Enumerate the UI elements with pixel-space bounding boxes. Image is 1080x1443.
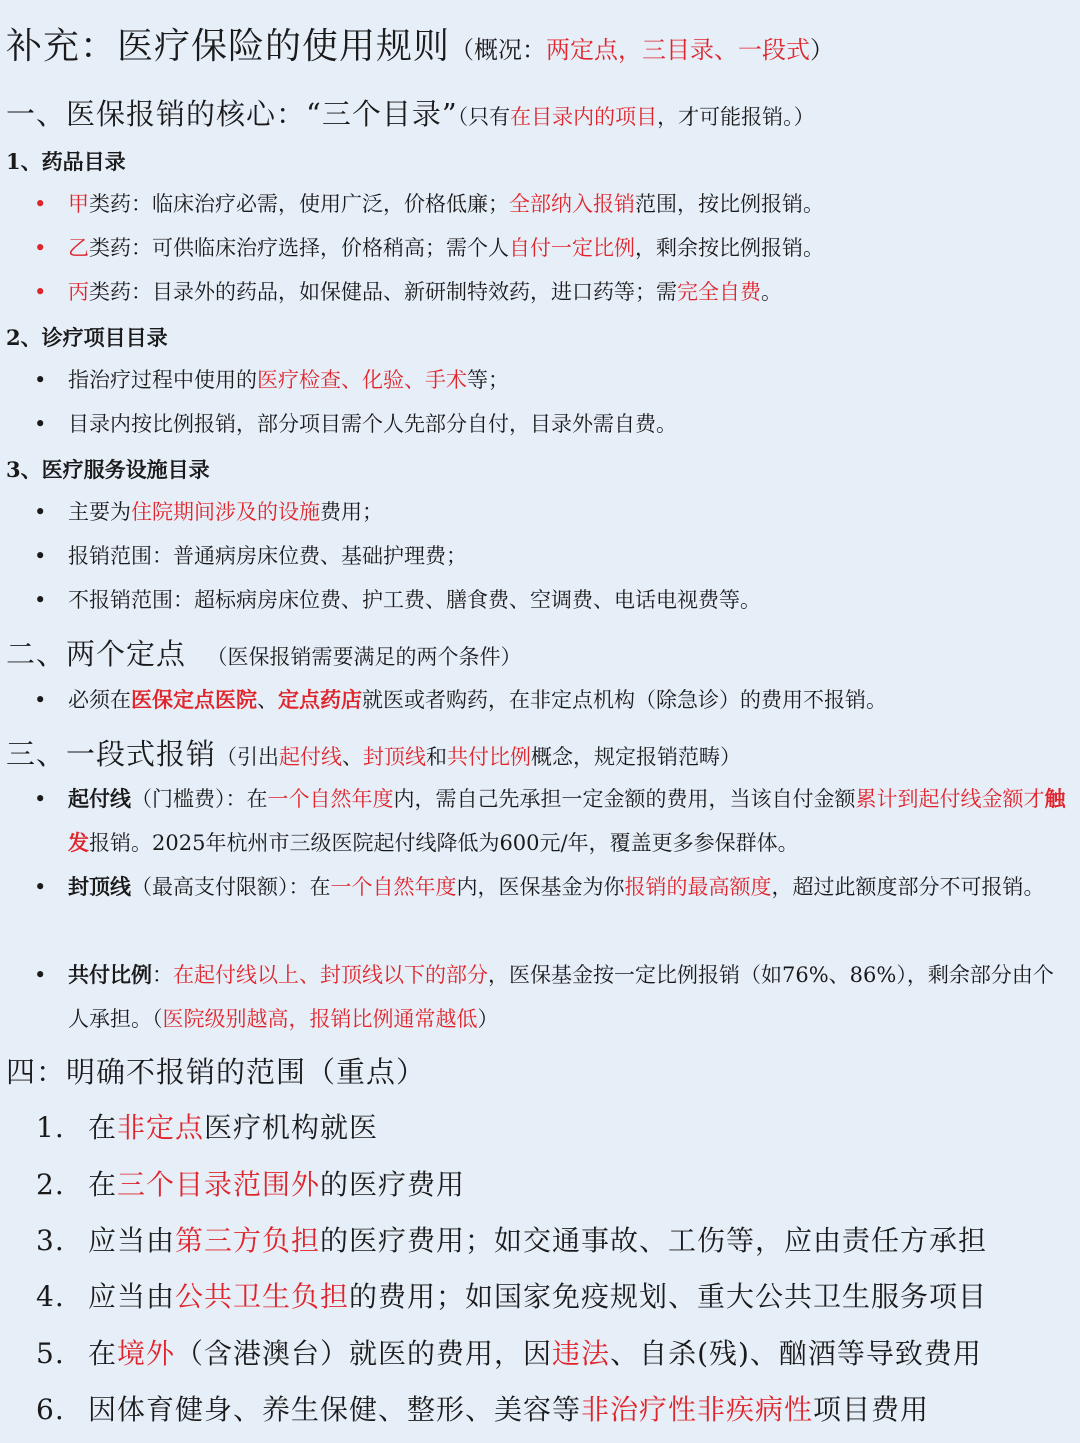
bullet: • (34, 875, 47, 899)
bullet: • (34, 963, 47, 987)
bullet: • (34, 236, 47, 260)
list-item: • 主要为住院期间涉及的设施费用； (34, 490, 1068, 534)
list-item: • 丙类药：目录外的药品，如保健品、新研制特效药，进口药等；需完全自费。 (34, 270, 1068, 314)
list-item: • 报销范围：普通病房床位费、基础护理费； (34, 534, 1068, 578)
list-item: • 不报销范围：超标病房床位费、护工费、膳食费、空调费、电话电视费等。 (34, 578, 1068, 622)
bullet: • (34, 787, 47, 811)
numbered-item: 3. 应当由第三方负担的医疗费用；如交通事故、工伤等，应由责任方承担 (36, 1224, 988, 1257)
numbered-item: 6. 因体育健身、养生保健、整形、美容等非治疗性非疾病性项目费用 (36, 1393, 930, 1426)
list-item-deductible: • 起付线（门槛费）：在一个自然年度内，需自己先承担一定金额的费用，当该自付金额累计到起付线金额才触发报销。2025年杭州市三级医院起付线降低为600元/年，覆盖更多参保群体。 (34, 777, 1068, 865)
section-1-note: （只有在目录内的项目，才可能报销。） (457, 105, 815, 129)
section-3-heading: 三、一段式报销（引出起付线、封顶线和共付比例概念，规定报销范畴） (6, 737, 742, 771)
title-main: 补充：医疗保险的使用规则 (6, 26, 451, 67)
bullet: • (34, 544, 47, 568)
bullet: • (34, 588, 47, 612)
section-2-note: （医保报销需要满足的两个条件） (206, 645, 522, 669)
title-subtitle: （概况：两定点，三目录、一段式） (450, 36, 835, 64)
bullet: • (34, 500, 47, 524)
list-item: • 乙类药：可供临床治疗选择，价格稍高；需个人自付一定比例，剩余按比例报销。 (34, 226, 1068, 270)
section-4-heading: 四：明确不报销的范围（重点） (6, 1055, 427, 1089)
bullet: • (34, 368, 47, 392)
list-item-copay: • 共付比例：在起付线以上、封顶线以下的部分，医保基金按一定比例报销（如76%、86%），剩余部分由个人承担。（医院级别越高，报销比例通常越低） (34, 953, 1068, 1041)
list-item-cap: • 封顶线（最高支付限额）：在一个自然年度内，医保基金为你报销的最高额度，超过此额度部分不可报销。 (34, 865, 1068, 909)
treatment-catalog-title: 2、诊疗项目目录 (6, 325, 168, 350)
section-1-heading: 一、医保报销的核心：“三个目录”（只有在目录内的项目，才可能报销。） (6, 97, 815, 131)
list-item: • 指治疗过程中使用的医疗检查、化验、手术等； (34, 358, 1068, 402)
bullet: • (34, 192, 47, 216)
numbered-item: 1. 在非定点医疗机构就医 (36, 1111, 379, 1144)
section-2-heading: 二、两个定点 （医保报销需要满足的两个条件） (6, 637, 522, 671)
numbered-item: 2. 在三个目录范围外的医疗费用 (36, 1168, 466, 1201)
list-item: • 必须在医保定点医院、定点药店就医或者购药，在非定点机构（除急诊）的费用不报销。 (34, 678, 1068, 722)
page-title (6, 18, 834, 69)
numbered-item: 5. 在境外（含港澳台）就医的费用，因违法、自杀(残)、酗酒等导致费用 (36, 1337, 982, 1370)
bullet: • (34, 412, 47, 436)
facility-catalog-title: 3、医疗服务设施目录 (6, 457, 210, 482)
drug-catalog-title: 1、药品目录 (6, 149, 126, 174)
list-item: • 目录内按比例报销，部分项目需个人先部分自付，目录外需自费。 (34, 402, 1068, 446)
section-3-note: （引出起付线、封顶线和共付比例概念，规定报销范畴） (216, 745, 742, 769)
bullet: • (34, 688, 47, 712)
bullet: • (34, 280, 47, 304)
numbered-item: 4. 应当由公共卫生负担的费用；如国家免疫规划、重大公共卫生服务项目 (36, 1280, 988, 1313)
list-item: • 甲类药：临床治疗必需，使用广泛，价格低廉；全部纳入报销范围，按比例报销。 (34, 182, 1068, 226)
